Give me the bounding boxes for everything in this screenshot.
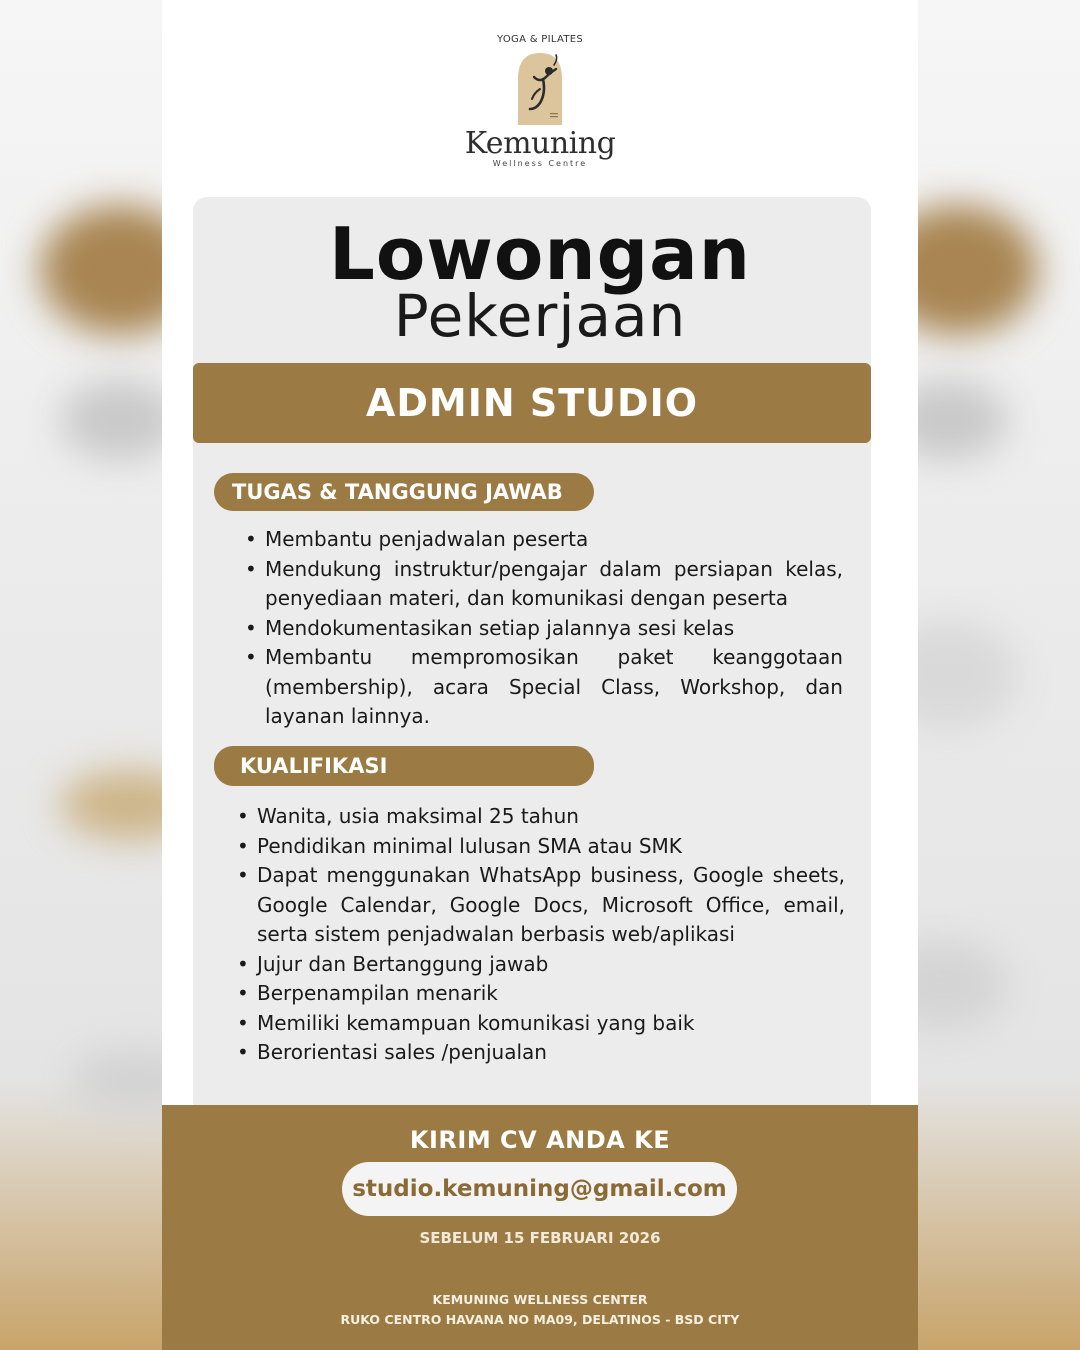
list-item: • Dapat menggunakan WhatsApp business, Google sheets, Google Calendar, Google Docs, Microsoft Office, email, serta sistem penjadwalan berbasis web/aplikasi (237, 863, 845, 946)
logo-brand: Kemuning (464, 126, 616, 161)
address-name: KEMUNING WELLNESS CENTER (432, 1292, 648, 1307)
logo-tagline: YOGA & PILATES (497, 34, 583, 45)
logo (162, 34, 918, 168)
duties-label: TUGAS & TANGGUNG JAWAB (214, 473, 594, 511)
list-item: • Membantu penjadwalan peserta (245, 527, 589, 551)
qualifications-list (237, 802, 845, 1068)
list-item: • Wanita, usia maksimal 25 tahun (237, 804, 579, 828)
job-poster (162, 0, 918, 1350)
page-subtitle: Pekerjaan (393, 282, 687, 350)
email-link[interactable]: studio.kemuning@gmail.com (342, 1162, 737, 1216)
list-item: • Pendidikan minimal lulusan SMA atau SMK (237, 833, 682, 858)
logo-subtitle: Wellness Centre (492, 159, 588, 168)
list-item: • Berpenampilan menarik (237, 981, 498, 1005)
list-item: • Membantu mempromosikan paket keanggotaan (membership), acara Special Class, Workshop, dan layanan lainnya. (245, 645, 843, 728)
dancer-figure-icon (510, 49, 570, 129)
deadline-text: SEBELUM 15 FEBRUARI 2026 (419, 1229, 661, 1247)
apply-label: KIRIM CV ANDA KE (409, 1126, 671, 1154)
list-item: • Memiliki kemampuan komunikasi yang baik (237, 1010, 695, 1035)
list-item: • Jujur dan Bertanggung jawab (237, 951, 549, 976)
duties-list (245, 525, 843, 732)
list-item: • Mendokumentasikan setiap jalannya sesi kelas (245, 615, 735, 640)
position-banner: ADMIN STUDIO (193, 363, 871, 443)
blurred-background-right (918, 0, 1080, 1350)
blurred-background-left (0, 0, 162, 1350)
list-item: • Berorientasi sales /penjualan (237, 1040, 547, 1064)
address-line: RUKO CENTRO HAVANA NO MA09, DELATINOS - BSD CITY (340, 1312, 740, 1327)
page-title: Lowongan (329, 212, 751, 296)
list-item: • Mendukung instruktur/pengajar dalam persiapan kelas, penyediaan materi, dan komunikasi dengan peserta (245, 556, 843, 610)
qualifications-label: KUALIFIKASI (214, 746, 594, 786)
